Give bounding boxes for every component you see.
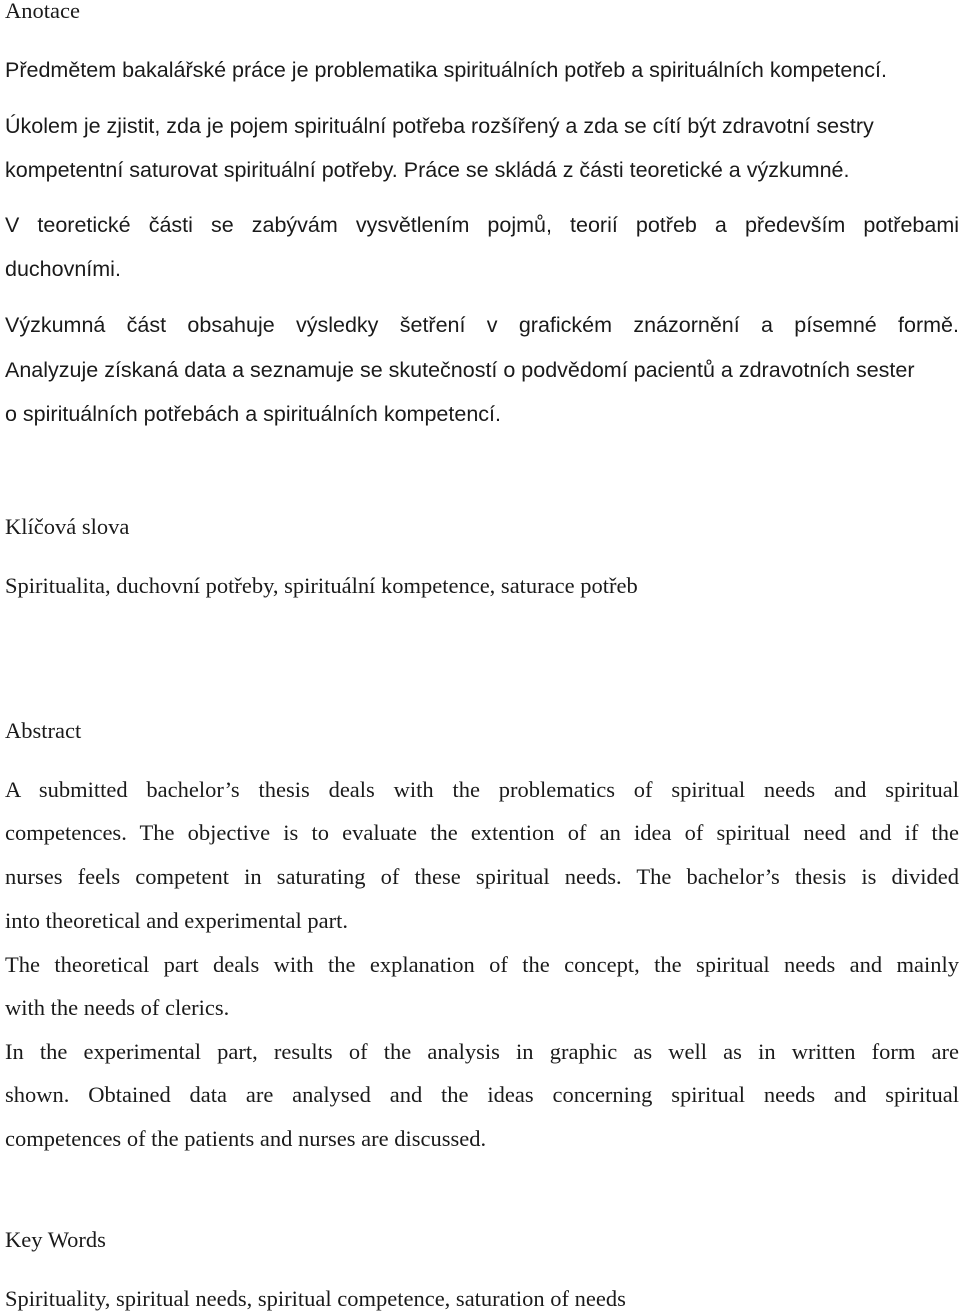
anotace-line-5: duchovními. [5, 257, 121, 281]
abstract-line-1: A submitted bachelor’s thesis deals with the problematics of spiritual needs and spiritual [5, 777, 959, 802]
abstract-line-8: shown. Obtained data are analysed and the ideas concerning spiritual needs and spiritual [5, 1082, 959, 1107]
abstract-line-4: into theoretical and experimental part. [5, 908, 348, 933]
anotace-line-3: kompetentní saturovat spirituální potřeby. Práce se skládá z části teoretické a výzkumné. [5, 158, 850, 182]
keywords-en-heading: Key Words [5, 1227, 106, 1252]
keywords-en-text: Spirituality, spiritual needs, spiritual competence, saturation of needs [5, 1286, 626, 1311]
abstract-line-6: with the needs of clerics. [5, 995, 230, 1020]
anotace-heading: Anotace [5, 0, 80, 23]
abstract-heading: Abstract [5, 718, 82, 743]
abstract-line-2: competences. The objective is to evaluate the extention of an idea of spiritual need and if the [5, 820, 959, 845]
keywords-cz-text: Spiritualita, duchovní potřeby, spirituální kompetence, saturace potřeb [5, 573, 638, 598]
anotace-line-6: Výzkumná část obsahuje výsledky šetření v grafickém znázornění a písemné formě. [5, 313, 959, 337]
abstract-line-9: competences of the patients and nurses are discussed. [5, 1126, 487, 1151]
anotace-line-8: o spirituálních potřebách a spirituálních kompetencí. [5, 402, 501, 426]
anotace-line-4: V teoretické části se zabývám vysvětlením pojmů, teorií potřeb a především potřebami [5, 213, 959, 237]
anotace-line-2: Úkolem je zjistit, zda je pojem spirituální potřeba rozšířený a zda se cítí být zdravotní sestry [5, 114, 874, 138]
abstract-line-7: In the experimental part, results of the analysis in graphic as well as in written form are [5, 1039, 959, 1064]
abstract-line-5: The theoretical part deals with the explanation of the concept, the spiritual needs and mainly [5, 952, 959, 977]
anotace-line-1: Předmětem bakalářské práce je problematika spirituálních potřeb a spirituálních kompetencí. [5, 58, 887, 82]
anotace-line-7: Analyzuje získaná data a seznamuje se skutečností o podvědomí pacientů a zdravotních sester [5, 358, 915, 382]
abstract-line-3: nurses feels competent in saturating of these spiritual needs. The bachelor’s thesis is divided [5, 864, 959, 889]
keywords-cz-heading: Klíčová slova [5, 514, 130, 539]
